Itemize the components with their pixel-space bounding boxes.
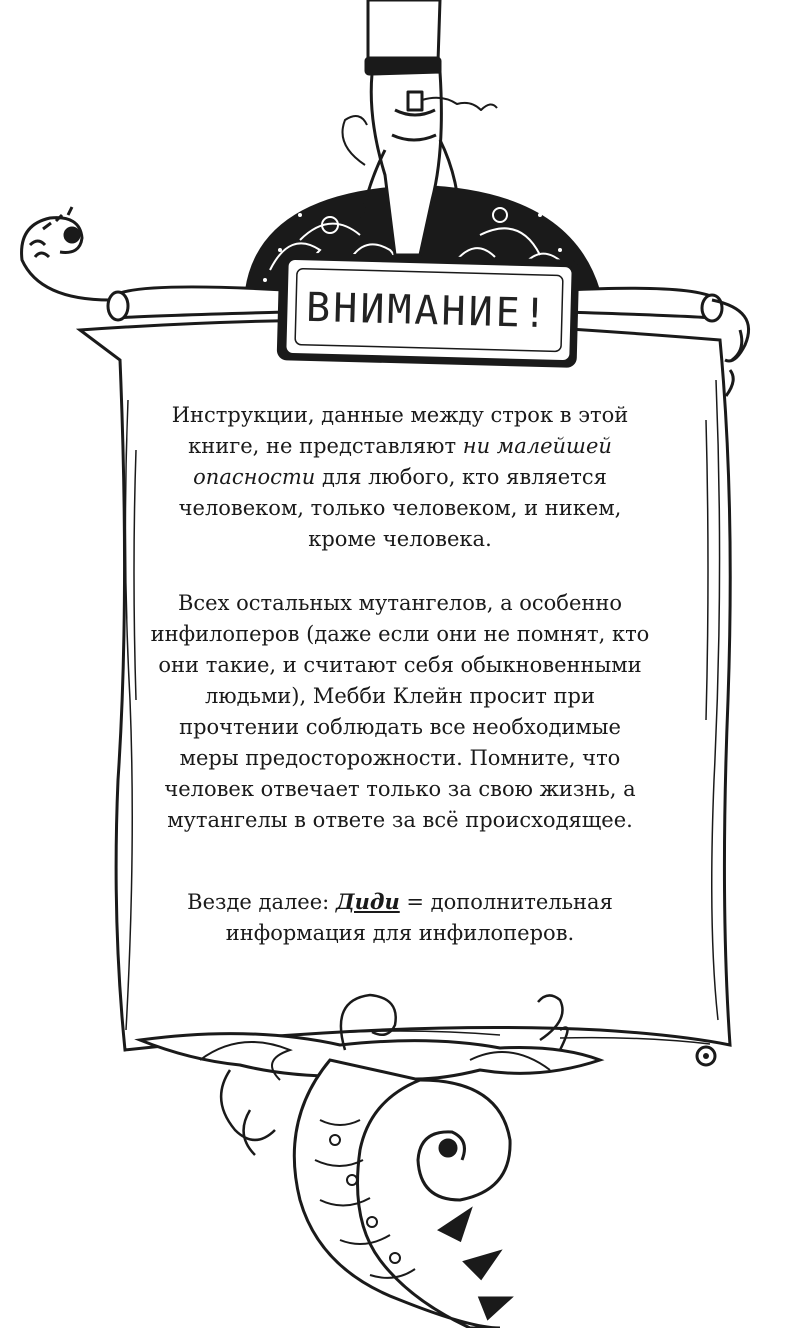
paragraph-intro-before: Инструкции, данные между строк в этой книге, не представляют <box>171 403 629 458</box>
tentacle-ornament-icon <box>140 1034 600 1328</box>
paragraph-warning <box>150 588 650 836</box>
paragraph-legend-after: = дополнительная информация для инфилоперов. <box>225 890 613 945</box>
scroll-curl-icon <box>22 207 110 300</box>
warning-sign-icon <box>277 252 580 368</box>
paragraph-warning-text: Всех остальных мутангелов, а особенно инфилоперов (даже если они не помнят, кто они такие, и считают себя обыкновенными людьми), Мебби Клейн просит при прочтении соблюдать все необходимые меры предосторожности. Помните, что человек отвечает только за свою жизнь, а мутангелы в ответе за всё происходящее. <box>150 591 650 832</box>
paragraph-intro-emphasis: ни малейшей опасности <box>193 434 612 489</box>
paragraph-legend-before: Везде далее: <box>187 890 336 914</box>
sign-label: ВНИМАНИЕ! <box>305 284 551 338</box>
paragraph-legend-term: Диди <box>335 889 400 914</box>
nail-icon <box>697 1047 715 1065</box>
paragraph-legend <box>150 886 650 949</box>
paragraph-intro <box>150 400 650 555</box>
paragraph-intro-after: для любого, кто является человеком, только человеком, и никем, кроме человека. <box>178 465 622 551</box>
